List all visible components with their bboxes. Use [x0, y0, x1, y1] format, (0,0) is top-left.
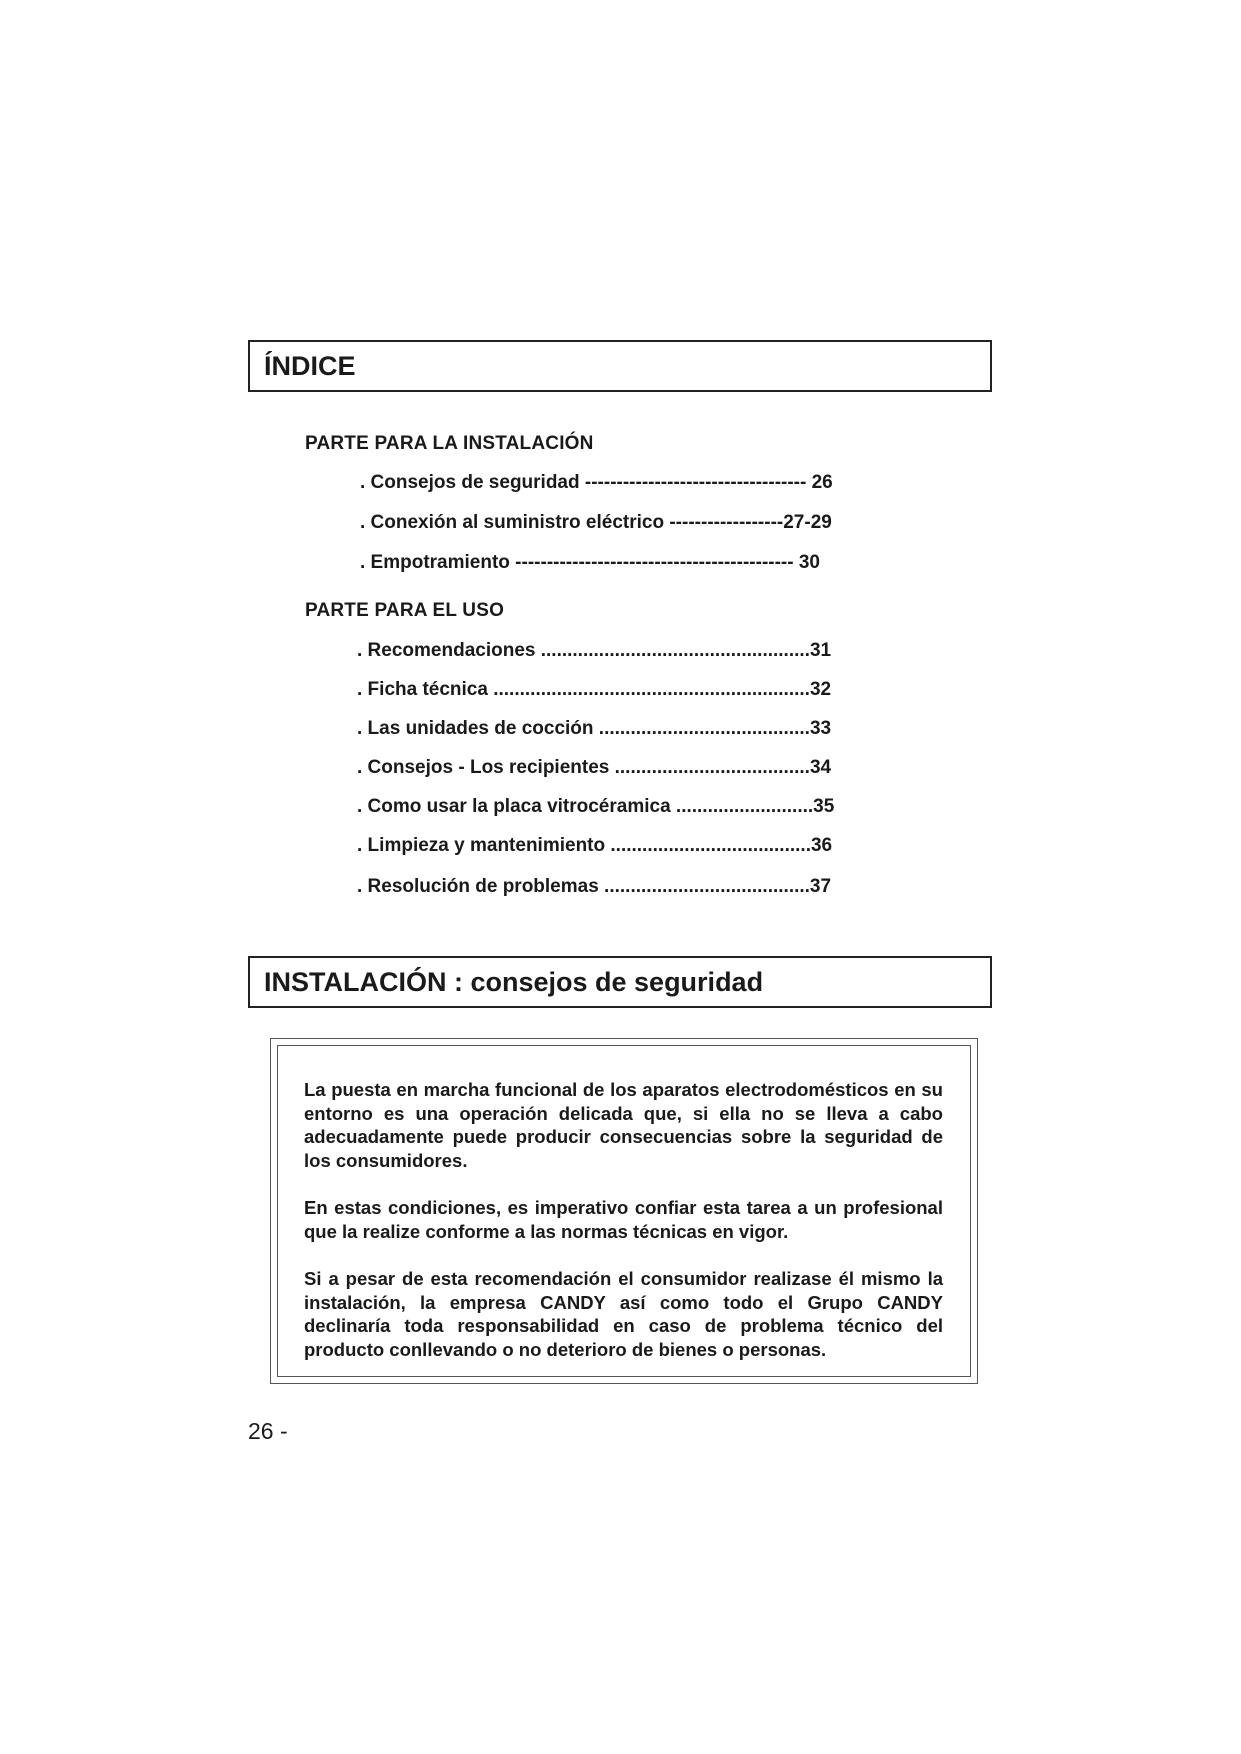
toc-entry-safety-tips[interactable]: . Consejos de seguridad ----------------------------------- 26: [360, 472, 833, 493]
page-number: 26 -: [248, 1418, 288, 1444]
toc-entry-recommendations[interactable]: . Recomendaciones ...................................................31: [357, 640, 832, 661]
notice-paragraph-2: En estas condiciones, es imperativo confiar esta tarea a un profesional que la realize conforme a las normas técnicas en vigor.: [304, 1197, 943, 1242]
toc-entry-cooking-units[interactable]: . Las unidades de cocción ........................................33: [357, 718, 832, 739]
toc-entry-cookware-tips[interactable]: . Consejos - Los recipientes .....................................34: [357, 757, 832, 778]
safety-notice-inner: [277, 1045, 971, 1377]
toc-entry-technical-sheet[interactable]: . Ficha técnica ............................................................32: [357, 679, 832, 700]
notice-paragraph-1: La puesta en marcha funcional de los aparatos electrodomésticos en su entorno es una operación delicada que, si ella no se lleva a cabo adecuadamente puede producir consecuencias sobre la seguridad de los consumidores.: [304, 1079, 943, 1171]
toc-entry-troubleshooting[interactable]: . Resolución de problemas .......................................37: [357, 876, 832, 897]
toc-entry-built-in[interactable]: . Empotramiento -------------------------------------------- 30: [360, 552, 820, 573]
toc-entry-cleaning-maintenance[interactable]: . Limpieza y mantenimiento ......................................36: [357, 835, 833, 856]
safety-notice-frame: [270, 1038, 978, 1384]
toc-entry-electrical-connection[interactable]: . Conexión al suministro eléctrico ------------------27-29: [360, 512, 832, 533]
notice-paragraph-3: Si a pesar de esta recomendación el consumidor realizase él mismo la instalación, la empresa CANDY así como todo el Grupo CANDY declinaría toda responsabilidad en caso de problema técnico del producto conllevando o no deterioro de bienes o personas.: [304, 1268, 943, 1360]
safety-title-box: [248, 956, 992, 1008]
toc-entry-ceramic-hob-usage[interactable]: . Como usar la placa vitrocéramica ..........................35: [357, 796, 835, 817]
index-title-box: [248, 340, 992, 392]
installation-part-heading: PARTE PARA LA INSTALACIÓN: [305, 433, 594, 454]
index-title: ÍNDICE: [264, 350, 356, 381]
safety-title: INSTALACIÓN : consejos de seguridad: [264, 966, 764, 997]
use-part-heading: PARTE PARA EL USO: [305, 600, 505, 621]
